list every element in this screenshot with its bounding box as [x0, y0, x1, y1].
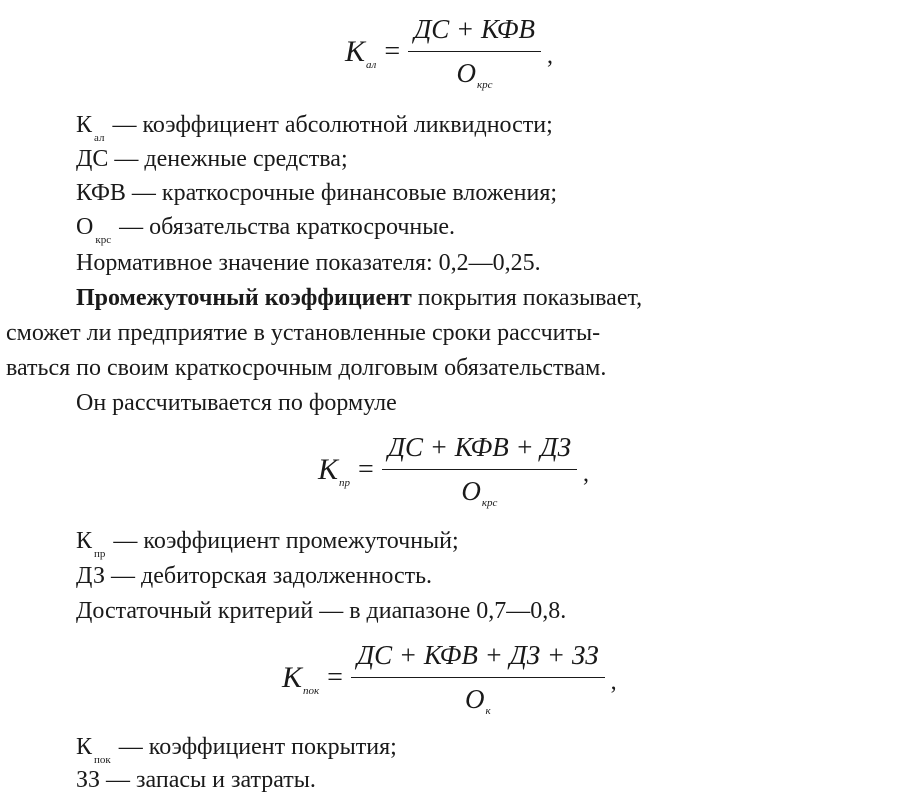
- definition-text: — денежные средства;: [108, 146, 348, 172]
- definition-term: К: [76, 528, 93, 554]
- denominator-subscript: к: [485, 705, 491, 717]
- definition-subscript: пок: [94, 754, 111, 766]
- formula-intermediate-coefficient: [318, 432, 589, 507]
- formula-coverage-coefficient: [282, 640, 617, 715]
- formula-lhs-symbol: K: [345, 34, 366, 68]
- formula-lhs-subscript: ал: [366, 58, 377, 71]
- fraction-denominator: [461, 470, 497, 507]
- definition-text: — коэффициент промежуточный;: [107, 528, 459, 554]
- definition-text: — обязательства краткосрочные.: [113, 214, 456, 240]
- definition-term: ДС: [76, 146, 109, 172]
- denominator-symbol: О: [456, 58, 477, 88]
- fraction: [408, 14, 541, 89]
- definition-subscript: крс: [95, 234, 112, 246]
- fraction-denominator: [457, 52, 493, 89]
- formula-comma: ,: [547, 43, 553, 69]
- formula-lhs-symbol: K: [282, 660, 303, 694]
- fraction: [382, 432, 577, 507]
- definition-text: — коэффициент абсолютной ликвидности;: [106, 112, 553, 138]
- definition-text: — краткосрочные финансовые вложения;: [125, 180, 558, 206]
- definition-text: — коэффициент покрытия;: [112, 734, 397, 760]
- fraction: [351, 640, 605, 715]
- equals-sign: =: [327, 661, 343, 693]
- definition-text: — дебиторская задолженность.: [105, 563, 433, 589]
- formula-absolute-liquidity: [345, 14, 553, 89]
- definition-subscript: ал: [94, 132, 105, 144]
- bold-term: Промежуточный коэффициент: [76, 285, 412, 311]
- denominator-symbol: О: [464, 684, 485, 714]
- equals-sign: =: [358, 453, 374, 485]
- paragraph-line: [76, 283, 642, 313]
- definition-line: [76, 765, 316, 795]
- definition-subscript: пр: [94, 548, 106, 560]
- criterion-line: Достаточный критерий — в диапазоне 0,7—0,8.: [76, 598, 567, 624]
- fraction-numerator: ДС + КФВ: [408, 14, 541, 52]
- definition-line: [76, 144, 348, 174]
- formula-lhs-symbol: K: [318, 452, 339, 486]
- formula-lhs-subscript: пок: [303, 684, 320, 697]
- paragraph-line: ваться по своим краткосрочным долговым обязательствам.: [6, 355, 607, 381]
- definition-term: К: [76, 112, 93, 138]
- denominator-subscript: крс: [481, 497, 498, 509]
- definition-term: КФВ: [76, 180, 126, 206]
- fraction-numerator: ДС + КФВ + ДЗ: [382, 432, 577, 470]
- paragraph-line: сможет ли предприятие в установленные сроки рассчиты-: [6, 320, 601, 346]
- formula-comma: ,: [610, 669, 617, 695]
- denominator-subscript: крс: [477, 79, 493, 91]
- formula-comma: ,: [582, 461, 589, 487]
- definition-text: — запасы и затраты.: [100, 767, 316, 793]
- paragraph-text: покрытия показывает,: [411, 285, 643, 311]
- definition-term: ДЗ: [76, 563, 105, 589]
- equals-sign: =: [384, 35, 401, 67]
- formula-lhs: [282, 661, 319, 695]
- definition-term: К: [76, 734, 93, 760]
- definition-term: ЗЗ: [76, 767, 101, 793]
- denominator-symbol: О: [461, 476, 481, 506]
- fraction-denominator: [465, 678, 491, 715]
- definition-line: [76, 178, 557, 208]
- definition-line: [76, 561, 432, 591]
- formula-lhs: [345, 35, 376, 69]
- normative-value-line: Нормативное значение показателя: 0,2—0,25.: [76, 250, 541, 276]
- fraction-numerator: ДС + КФВ + ДЗ + ЗЗ: [351, 640, 605, 678]
- formula-intro-line: Он рассчитывается по формуле: [76, 390, 397, 416]
- formula-lhs: [318, 453, 350, 487]
- definition-term: О: [76, 214, 94, 240]
- formula-lhs-subscript: пр: [339, 476, 351, 489]
